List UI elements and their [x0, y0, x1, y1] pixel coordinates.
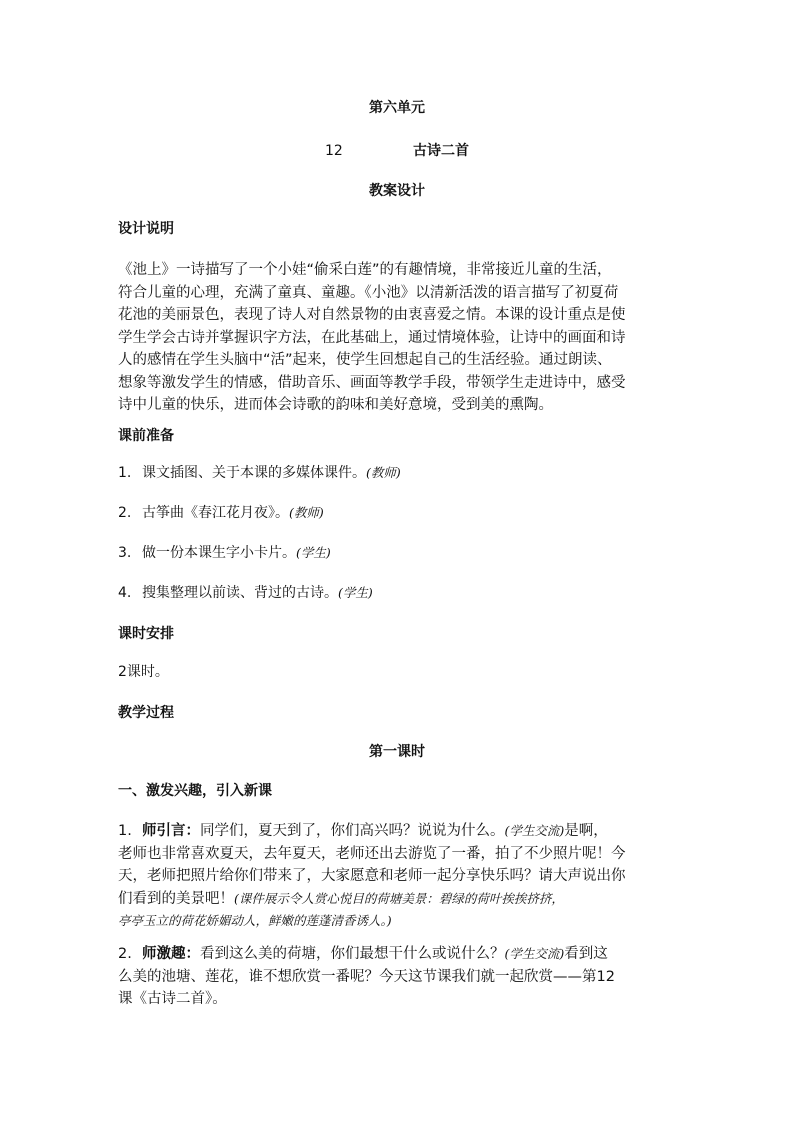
schedule-heading: 课时安排	[118, 626, 174, 642]
step-line	[118, 888, 678, 911]
prep-item-text: 搜集整理以前读、背过的古诗。	[142, 585, 338, 601]
prep-item-note: (教师)	[289, 505, 324, 520]
paragraph-line: 学生学会古诗并掌握识字方法，在此基础上，通过情境体验，让诗中的画面和诗	[118, 329, 626, 346]
step-2	[118, 943, 678, 1011]
prep-item-text: 课文插图、关于本课的多媒体课件。	[142, 465, 366, 481]
step-text: 看到这	[564, 946, 608, 962]
step-note: (学生交流)	[504, 823, 565, 838]
step-number: 1.	[118, 823, 132, 839]
step-line: 天，老师把照片给你们带来了，大家愿意和老师一起分享快乐吗？请大声说出你	[118, 868, 626, 884]
prep-heading: 课前准备	[118, 428, 174, 444]
step-text: 同学们，夏天到了，你们高兴吗？说说为什么。	[200, 823, 505, 839]
unit-title: 第六单元	[369, 100, 425, 116]
first-lesson-title: 第一课时	[369, 744, 425, 760]
step-note: (课件展示令人赏心悦目的荷塘美景：碧绿的荷叶挨挨挤挤，	[234, 890, 564, 906]
prep-item-number: 2.	[118, 505, 132, 521]
step-note: (学生交流)	[504, 946, 565, 961]
step-line	[118, 820, 678, 843]
step-1	[118, 820, 678, 933]
step-label: 师激趣：	[142, 946, 200, 962]
prep-item	[118, 585, 373, 601]
step-line: 课《古诗二首》。	[118, 991, 227, 1007]
paragraph-line: 符合儿童的心理，充满了童真、童趣。《小池》以清新活泼的语言描写了初夏荷	[118, 284, 619, 301]
prep-item-text: 古筝曲《春江花月夜》。	[142, 505, 289, 521]
prep-item	[118, 545, 331, 561]
lesson-number: 12	[325, 143, 343, 159]
schedule-text: 2课时。	[118, 664, 169, 680]
doc-type: 教案设计	[369, 183, 425, 199]
step-line: 么美的池塘、莲花，谁不想欣赏一番呢？今天这节课我们就一起欣赏——第12	[118, 968, 615, 985]
step-text: 看到这么美的荷塘，你们最想干什么或说什么？	[200, 946, 505, 962]
step-text: 是啊，	[564, 823, 608, 839]
paragraph-line: 诗中儿童的快乐，进而体会诗歌的韵味和美好意境，受到美的熏陶。	[118, 397, 553, 413]
paragraph-line: 人的感情在学生头脑中“活”起来，使学生回想起自己的生活经验。通过朗读、	[118, 352, 612, 368]
prep-item	[118, 505, 324, 521]
step-text: 们看到的美景吧！	[118, 890, 234, 907]
prep-item-note: (学生)	[338, 585, 373, 600]
design-paragraph	[118, 259, 678, 417]
section-heading: 一、激发兴趣，引入新课	[118, 783, 272, 799]
step-line: 亭亭玉立的荷花娇媚动人，鲜嫩的莲蓬清香诱人。)	[118, 913, 392, 928]
step-line: 老师也非常喜欢夏天，去年夏天，老师还出去游览了一番，拍了不少照片呢！今	[118, 845, 626, 862]
lesson-name: 古诗二首	[413, 143, 469, 159]
prep-item-number: 3.	[118, 545, 132, 561]
paragraph-line: 《池上》一诗描写了一个小娃“偷采白莲”的有趣情境，非常接近儿童的生活，	[118, 262, 612, 278]
prep-item-number: 4.	[118, 585, 132, 601]
lesson-title	[0, 143, 794, 159]
paragraph-line: 花池的美丽景色，表现了诗人对自然景物的由衷喜爱之情。本课的设计重点是使	[118, 307, 626, 323]
prep-item-number: 1.	[118, 465, 132, 481]
prep-item	[118, 465, 401, 481]
step-number: 2.	[118, 946, 132, 962]
step-label: 师引言：	[142, 823, 200, 839]
design-heading: 设计说明	[118, 221, 174, 237]
step-line	[118, 943, 678, 966]
prep-item-note: (学生)	[296, 545, 331, 560]
prep-item-note: (教师)	[366, 465, 401, 480]
paragraph-line: 想象等激发学生的情感，借助音乐、画面等教学手段，带领学生走进诗中，感受	[118, 374, 626, 391]
process-heading: 教学过程	[118, 705, 174, 721]
prep-item-text: 做一份本课生字小卡片。	[142, 545, 296, 561]
